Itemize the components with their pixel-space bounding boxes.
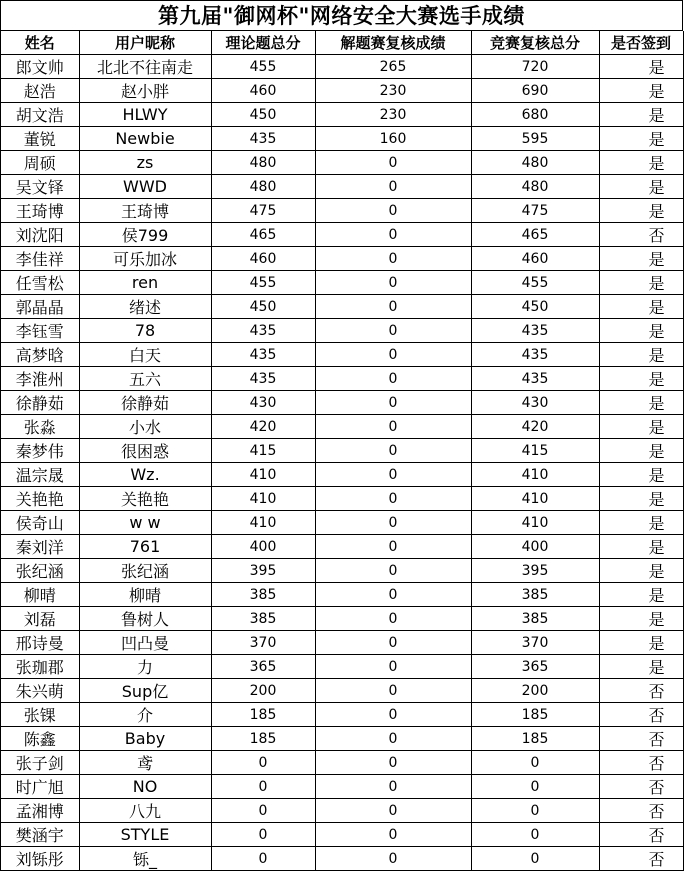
- table-row: [1, 103, 683, 127]
- table-row: [1, 343, 683, 367]
- results-table: [1, 31, 684, 871]
- cell-name: 侯奇山: [1, 511, 79, 535]
- header-row: [1, 31, 683, 55]
- cell-name: 秦梦伟: [1, 439, 79, 463]
- cell-ctf-review-score: 230: [315, 79, 471, 103]
- cell-name: 孟湘博: [1, 799, 79, 823]
- table-row: [1, 415, 683, 439]
- cell-total-score: 410: [471, 487, 599, 511]
- cell-signed-in: 是: [599, 607, 683, 631]
- cell-name: 陈鑫: [1, 727, 79, 751]
- table-row: [1, 463, 683, 487]
- table-row: [1, 295, 683, 319]
- cell-total-score: 0: [471, 775, 599, 799]
- cell-nickname: WWD: [79, 175, 211, 199]
- cell-ctf-review-score: 0: [315, 847, 471, 871]
- cell-name: 张子剑: [1, 751, 79, 775]
- cell-nickname: 柳晴: [79, 583, 211, 607]
- cell-nickname: 张纪涵: [79, 559, 211, 583]
- cell-theory-score: 400: [211, 535, 315, 559]
- cell-theory-score: 455: [211, 271, 315, 295]
- cell-signed-in: 是: [599, 439, 683, 463]
- cell-ctf-review-score: 0: [315, 223, 471, 247]
- cell-theory-score: 450: [211, 103, 315, 127]
- cell-name: 徐静茹: [1, 391, 79, 415]
- cell-signed-in: 是: [599, 343, 683, 367]
- cell-total-score: 450: [471, 295, 599, 319]
- cell-name: 任雪松: [1, 271, 79, 295]
- cell-nickname: 徐静茹: [79, 391, 211, 415]
- cell-ctf-review-score: 0: [315, 631, 471, 655]
- cell-ctf-review-score: 0: [315, 679, 471, 703]
- cell-theory-score: 460: [211, 247, 315, 271]
- cell-theory-score: 0: [211, 751, 315, 775]
- cell-total-score: 0: [471, 799, 599, 823]
- cell-theory-score: 385: [211, 607, 315, 631]
- cell-name: 邢诗曼: [1, 631, 79, 655]
- cell-ctf-review-score: 0: [315, 151, 471, 175]
- cell-ctf-review-score: 160: [315, 127, 471, 151]
- cell-theory-score: 0: [211, 775, 315, 799]
- cell-name: 李淮州: [1, 367, 79, 391]
- table-row: [1, 511, 683, 535]
- cell-theory-score: 385: [211, 583, 315, 607]
- cell-signed-in: 否: [599, 223, 683, 247]
- cell-signed-in: 否: [599, 703, 683, 727]
- table-row: [1, 847, 683, 871]
- col-header-nickname: 用户昵称: [79, 31, 211, 55]
- table-row: [1, 655, 683, 679]
- cell-theory-score: 410: [211, 463, 315, 487]
- cell-nickname: NO: [79, 775, 211, 799]
- cell-signed-in: 是: [599, 271, 683, 295]
- cell-signed-in: 是: [599, 55, 683, 79]
- cell-nickname: Baby: [79, 727, 211, 751]
- cell-signed-in: 否: [599, 847, 683, 871]
- cell-theory-score: 475: [211, 199, 315, 223]
- cell-ctf-review-score: 0: [315, 343, 471, 367]
- table-row: [1, 703, 683, 727]
- cell-total-score: 480: [471, 175, 599, 199]
- cell-name: 董锐: [1, 127, 79, 151]
- cell-theory-score: 410: [211, 511, 315, 535]
- cell-nickname: 凹凸曼: [79, 631, 211, 655]
- cell-total-score: 420: [471, 415, 599, 439]
- cell-ctf-review-score: 0: [315, 367, 471, 391]
- cell-nickname: 侯799: [79, 223, 211, 247]
- table-row: [1, 55, 683, 79]
- cell-signed-in: 是: [599, 559, 683, 583]
- cell-signed-in: 否: [599, 799, 683, 823]
- table-row: [1, 535, 683, 559]
- cell-total-score: 435: [471, 367, 599, 391]
- cell-ctf-review-score: 0: [315, 775, 471, 799]
- cell-total-score: 410: [471, 463, 599, 487]
- cell-total-score: 0: [471, 823, 599, 847]
- cell-name: 李佳祥: [1, 247, 79, 271]
- cell-total-score: 385: [471, 583, 599, 607]
- cell-signed-in: 是: [599, 103, 683, 127]
- cell-name: 刘沈阳: [1, 223, 79, 247]
- cell-theory-score: 365: [211, 655, 315, 679]
- cell-name: 樊涵宇: [1, 823, 79, 847]
- cell-nickname: 介: [79, 703, 211, 727]
- table-row: [1, 271, 683, 295]
- cell-name: 刘磊: [1, 607, 79, 631]
- cell-theory-score: 435: [211, 343, 315, 367]
- cell-nickname: 北北不往南走: [79, 55, 211, 79]
- cell-signed-in: 否: [599, 727, 683, 751]
- cell-signed-in: 否: [599, 823, 683, 847]
- cell-name: 胡文浩: [1, 103, 79, 127]
- cell-nickname: 王琦博: [79, 199, 211, 223]
- cell-ctf-review-score: 0: [315, 751, 471, 775]
- cell-signed-in: 是: [599, 79, 683, 103]
- cell-signed-in: 是: [599, 535, 683, 559]
- cell-signed-in: 否: [599, 775, 683, 799]
- cell-name: 时广旭: [1, 775, 79, 799]
- cell-total-score: 0: [471, 751, 599, 775]
- cell-theory-score: 450: [211, 295, 315, 319]
- cell-signed-in: 是: [599, 367, 683, 391]
- sheet-title: 第九届"御网杯"网络安全大赛选手成绩: [1, 1, 683, 31]
- table-row: [1, 679, 683, 703]
- cell-name: 高梦晗: [1, 343, 79, 367]
- table-row: [1, 175, 683, 199]
- cell-total-score: 595: [471, 127, 599, 151]
- cell-total-score: 455: [471, 271, 599, 295]
- table-row: [1, 607, 683, 631]
- table-row: [1, 823, 683, 847]
- cell-nickname: 78: [79, 319, 211, 343]
- cell-total-score: 185: [471, 727, 599, 751]
- cell-name: 刘铄彤: [1, 847, 79, 871]
- cell-nickname: HLWY: [79, 103, 211, 127]
- cell-theory-score: 480: [211, 151, 315, 175]
- table-row: [1, 367, 683, 391]
- cell-nickname: Newbie: [79, 127, 211, 151]
- cell-nickname: 鲁树人: [79, 607, 211, 631]
- cell-total-score: 365: [471, 655, 599, 679]
- cell-signed-in: 是: [599, 631, 683, 655]
- cell-ctf-review-score: 0: [315, 607, 471, 631]
- cell-total-score: 435: [471, 343, 599, 367]
- cell-ctf-review-score: 0: [315, 319, 471, 343]
- cell-nickname: 铄_: [79, 847, 211, 871]
- cell-name: 张珈郡: [1, 655, 79, 679]
- cell-nickname: STYLE: [79, 823, 211, 847]
- cell-name: 秦刘洋: [1, 535, 79, 559]
- cell-ctf-review-score: 0: [315, 415, 471, 439]
- cell-theory-score: 465: [211, 223, 315, 247]
- cell-signed-in: 是: [599, 511, 683, 535]
- cell-nickname: 赵小胖: [79, 79, 211, 103]
- cell-nickname: zs: [79, 151, 211, 175]
- cell-signed-in: 否: [599, 679, 683, 703]
- cell-total-score: 460: [471, 247, 599, 271]
- cell-nickname: 八九: [79, 799, 211, 823]
- cell-total-score: 435: [471, 319, 599, 343]
- cell-total-score: 465: [471, 223, 599, 247]
- cell-nickname: 绪述: [79, 295, 211, 319]
- table-row: [1, 799, 683, 823]
- cell-theory-score: 185: [211, 727, 315, 751]
- cell-ctf-review-score: 0: [315, 703, 471, 727]
- cell-total-score: 400: [471, 535, 599, 559]
- cell-name: 李钰雪: [1, 319, 79, 343]
- cell-ctf-review-score: 0: [315, 391, 471, 415]
- cell-nickname: 五六: [79, 367, 211, 391]
- cell-ctf-review-score: 0: [315, 247, 471, 271]
- cell-ctf-review-score: 265: [315, 55, 471, 79]
- cell-signed-in: 是: [599, 463, 683, 487]
- cell-ctf-review-score: 0: [315, 439, 471, 463]
- cell-theory-score: 435: [211, 319, 315, 343]
- table-row: [1, 151, 683, 175]
- cell-signed-in: 是: [599, 151, 683, 175]
- cell-total-score: 430: [471, 391, 599, 415]
- cell-theory-score: 0: [211, 799, 315, 823]
- cell-nickname: 很困惑: [79, 439, 211, 463]
- cell-nickname: 鸢: [79, 751, 211, 775]
- cell-signed-in: 是: [599, 295, 683, 319]
- cell-total-score: 385: [471, 607, 599, 631]
- cell-total-score: 720: [471, 55, 599, 79]
- cell-name: 周硕: [1, 151, 79, 175]
- cell-ctf-review-score: 0: [315, 559, 471, 583]
- col-header-total-score: 竞赛复核总分: [471, 31, 599, 55]
- table-row: [1, 751, 683, 775]
- cell-nickname: 力: [79, 655, 211, 679]
- cell-signed-in: 是: [599, 175, 683, 199]
- cell-ctf-review-score: 230: [315, 103, 471, 127]
- cell-theory-score: 435: [211, 127, 315, 151]
- cell-theory-score: 455: [211, 55, 315, 79]
- cell-ctf-review-score: 0: [315, 583, 471, 607]
- cell-signed-in: 是: [599, 415, 683, 439]
- cell-theory-score: 0: [211, 847, 315, 871]
- table-row: [1, 127, 683, 151]
- cell-total-score: 680: [471, 103, 599, 127]
- cell-name: 郎文帅: [1, 55, 79, 79]
- cell-name: 柳晴: [1, 583, 79, 607]
- cell-signed-in: 否: [599, 751, 683, 775]
- table-row: [1, 559, 683, 583]
- table-row: [1, 775, 683, 799]
- cell-name: 赵浩: [1, 79, 79, 103]
- table-row: [1, 319, 683, 343]
- cell-nickname: 白天: [79, 343, 211, 367]
- table-row: [1, 199, 683, 223]
- cell-theory-score: 410: [211, 487, 315, 511]
- cell-signed-in: 是: [599, 391, 683, 415]
- cell-nickname: Sup亿: [79, 679, 211, 703]
- cell-total-score: 475: [471, 199, 599, 223]
- cell-ctf-review-score: 0: [315, 535, 471, 559]
- cell-nickname: 761: [79, 535, 211, 559]
- cell-theory-score: 395: [211, 559, 315, 583]
- cell-ctf-review-score: 0: [315, 655, 471, 679]
- cell-theory-score: 200: [211, 679, 315, 703]
- cell-name: 朱兴萌: [1, 679, 79, 703]
- cell-total-score: 480: [471, 151, 599, 175]
- cell-total-score: 200: [471, 679, 599, 703]
- cell-signed-in: 是: [599, 199, 683, 223]
- cell-name: 吴文铎: [1, 175, 79, 199]
- cell-signed-in: 是: [599, 487, 683, 511]
- table-row: [1, 727, 683, 751]
- cell-signed-in: 是: [599, 127, 683, 151]
- cell-theory-score: 415: [211, 439, 315, 463]
- cell-total-score: 370: [471, 631, 599, 655]
- cell-theory-score: 370: [211, 631, 315, 655]
- cell-name: 张纪涵: [1, 559, 79, 583]
- cell-ctf-review-score: 0: [315, 271, 471, 295]
- cell-total-score: 410: [471, 511, 599, 535]
- cell-nickname: w w: [79, 511, 211, 535]
- table-row: [1, 631, 683, 655]
- cell-signed-in: 是: [599, 319, 683, 343]
- col-header-ctf-review-score: 解题赛复核成绩: [315, 31, 471, 55]
- table-row: [1, 223, 683, 247]
- cell-nickname: 小水: [79, 415, 211, 439]
- cell-theory-score: 435: [211, 367, 315, 391]
- cell-signed-in: 是: [599, 583, 683, 607]
- table-row: [1, 247, 683, 271]
- table-row: [1, 487, 683, 511]
- cell-nickname: ren: [79, 271, 211, 295]
- cell-ctf-review-score: 0: [315, 727, 471, 751]
- cell-ctf-review-score: 0: [315, 175, 471, 199]
- cell-total-score: 395: [471, 559, 599, 583]
- cell-total-score: 415: [471, 439, 599, 463]
- cell-ctf-review-score: 0: [315, 199, 471, 223]
- cell-signed-in: 是: [599, 655, 683, 679]
- cell-ctf-review-score: 0: [315, 799, 471, 823]
- col-header-theory-score: 理论题总分: [211, 31, 315, 55]
- cell-total-score: 0: [471, 847, 599, 871]
- col-header-signed-in: 是否签到: [599, 31, 683, 55]
- cell-theory-score: 0: [211, 823, 315, 847]
- cell-theory-score: 420: [211, 415, 315, 439]
- cell-theory-score: 460: [211, 79, 315, 103]
- table-row: [1, 439, 683, 463]
- cell-name: 郭晶晶: [1, 295, 79, 319]
- table-row: [1, 79, 683, 103]
- table-row: [1, 391, 683, 415]
- cell-ctf-review-score: 0: [315, 823, 471, 847]
- cell-name: 张淼: [1, 415, 79, 439]
- cell-total-score: 185: [471, 703, 599, 727]
- cell-signed-in: 是: [599, 247, 683, 271]
- cell-nickname: 关艳艳: [79, 487, 211, 511]
- cell-ctf-review-score: 0: [315, 511, 471, 535]
- cell-name: 关艳艳: [1, 487, 79, 511]
- col-header-name: 姓名: [1, 31, 79, 55]
- cell-name: 王琦博: [1, 199, 79, 223]
- table-row: [1, 583, 683, 607]
- cell-name: 张锞: [1, 703, 79, 727]
- cell-theory-score: 430: [211, 391, 315, 415]
- cell-ctf-review-score: 0: [315, 295, 471, 319]
- cell-theory-score: 480: [211, 175, 315, 199]
- cell-ctf-review-score: 0: [315, 487, 471, 511]
- cell-theory-score: 185: [211, 703, 315, 727]
- cell-nickname: 可乐加冰: [79, 247, 211, 271]
- cell-nickname: Wz.: [79, 463, 211, 487]
- cell-ctf-review-score: 0: [315, 463, 471, 487]
- cell-total-score: 690: [471, 79, 599, 103]
- cell-name: 温宗晟: [1, 463, 79, 487]
